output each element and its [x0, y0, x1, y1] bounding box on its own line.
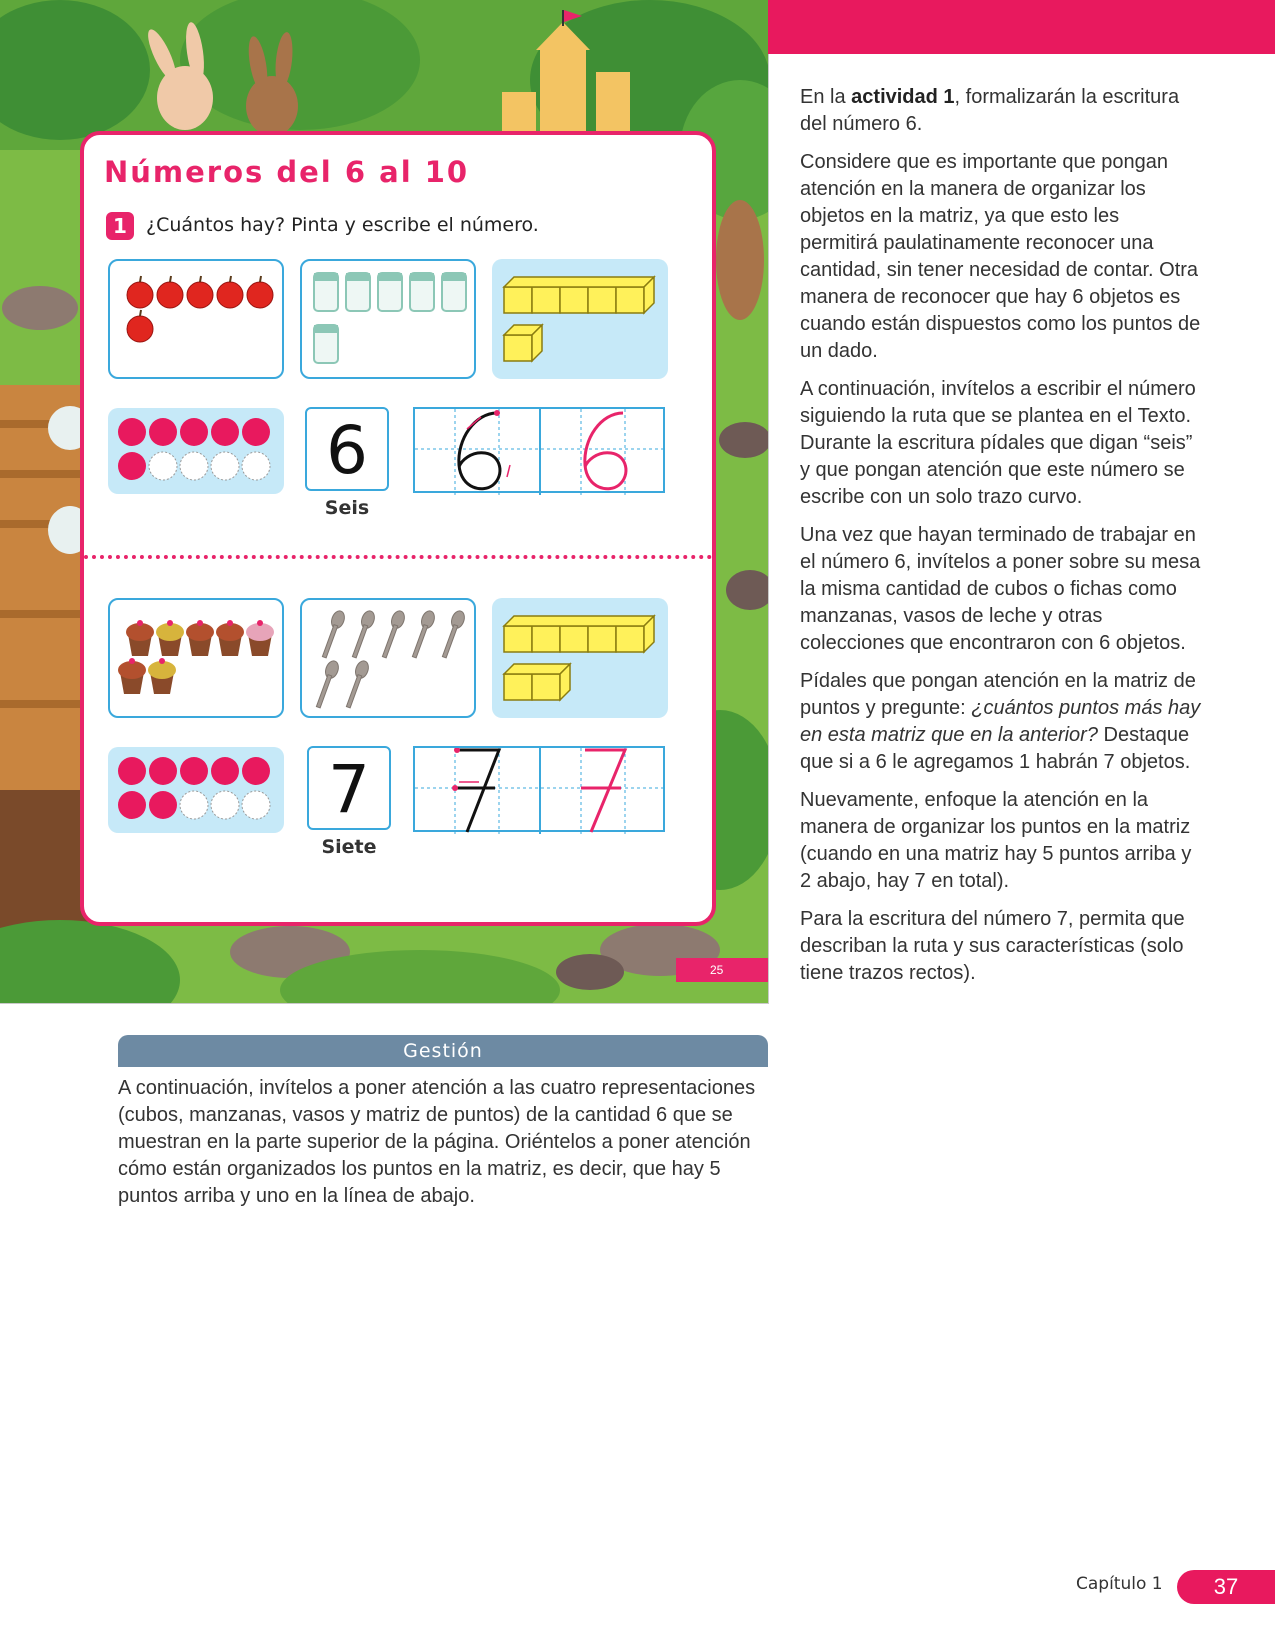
apples-panel[interactable] — [108, 259, 284, 379]
filled-dot[interactable] — [211, 757, 239, 785]
filled-dot[interactable] — [149, 757, 177, 785]
empty-dot[interactable] — [242, 791, 270, 819]
dot-matrix-seven[interactable] — [108, 747, 284, 833]
gestion-heading: Gestión — [118, 1035, 768, 1067]
filled-dot[interactable] — [242, 418, 270, 446]
filled-dot[interactable] — [118, 452, 146, 480]
section-divider — [84, 555, 712, 559]
milk-glasses-collection — [302, 261, 478, 381]
note-text: Pídales que pongan atención en la matriz de puntos y pregunte: — [800, 670, 1196, 719]
filled-dot[interactable] — [211, 418, 239, 446]
empty-dot[interactable] — [211, 791, 239, 819]
filled-dot[interactable] — [180, 757, 208, 785]
spoons-panel[interactable] — [300, 598, 476, 718]
note-bold: actividad 1 — [851, 86, 955, 108]
empty-dot[interactable] — [180, 452, 208, 480]
number-six-box: 6 — [305, 407, 389, 491]
filled-dot[interactable] — [242, 757, 270, 785]
dot-matrix-six-grid — [108, 408, 284, 494]
filled-dot[interactable] — [118, 757, 146, 785]
filled-dot[interactable] — [118, 791, 146, 819]
dot-matrix-six[interactable] — [108, 408, 284, 494]
note-paragraph-5 — [800, 668, 1202, 776]
note-text: , formalizarán la escritura del número 6. — [800, 86, 1180, 135]
apples-collection — [110, 261, 286, 381]
filled-dot[interactable] — [180, 418, 208, 446]
number-six-word: Seis — [324, 497, 370, 519]
student-book-page — [0, 0, 769, 1004]
note-paragraph-7: Para la escritura del número 7, permita que describan la ruta y sus características (solo tiene trazos rectos). — [800, 908, 1185, 984]
note-italic: ¿cuántos puntos más hay en esta matriz que en la anterior? — [800, 697, 1201, 746]
cupcakes-collection — [110, 600, 286, 720]
chapter-label: Capítulo 1 — [1076, 1574, 1163, 1594]
filled-dot[interactable] — [149, 791, 177, 819]
note-paragraph-2: Considere que es importante que pongan atención en la manera de organizar los objetos en la matriz, ya que esto les permitirá paulatinamente reconocer una cantidad, sin tener necesidad de contar. Otra manera de reconocer que hay 6 objetos es cuando están dispuestos como los puntos de un dado. — [800, 151, 1201, 362]
unit-cubes-six — [492, 259, 668, 379]
filled-dot[interactable] — [118, 418, 146, 446]
six-trace-strokes — [415, 409, 667, 495]
note-paragraph-3: A continuación, invítelos a escribir el número siguiendo la ruta que se plantea en el Texto. Durante la escritura pídales que digan “seis” y que pongan atención que este número se escribe con un solo trazo curvo. — [800, 378, 1196, 508]
note-text: En la — [800, 86, 852, 108]
cupcakes-panel[interactable] — [108, 598, 284, 718]
gestion-text: A continuación, invítelos a poner atención a las cuatro representaciones (cubos, manzanas, vasos y matriz de puntos) de la cantidad 6 que se muestran en la parte superior de la página. Oriéntelos a poner atención cómo están organizados los puntos en la matriz, es decir, que hay 5 puntos arriba y uno en la línea de abajo. — [118, 1077, 756, 1207]
cubes-seven-panel[interactable] — [492, 598, 668, 718]
page-number: 37 — [1177, 1570, 1275, 1604]
note-paragraph-6: Nuevamente, enfoque la atención en la manera de organizar los puntos en la matriz (cuando en una matriz hay 5 puntos arriba y 2 abajo, hay 7 en total). — [800, 789, 1192, 892]
activity-number-badge: 1 — [106, 212, 134, 240]
page-title: Números del 6 al 10 — [104, 155, 470, 189]
empty-dot[interactable] — [180, 791, 208, 819]
number-seven-word: Siete — [321, 836, 377, 858]
trace-six-area[interactable] — [413, 407, 665, 493]
note-paragraph-4: Una vez que hayan terminado de trabajar en el número 6, invítelos a poner sobre su mesa la misma cantidad de cubos o fichas como manzanas, vasos de leche y otras colecciones que encontraron con 6 objetos. — [800, 524, 1201, 654]
unit-cubes-seven — [492, 598, 668, 718]
header-accent-bar — [768, 0, 1275, 54]
filled-dot[interactable] — [149, 418, 177, 446]
cubes-six-panel[interactable] — [492, 259, 668, 379]
note-paragraph-1 — [800, 84, 1202, 138]
activity-prompt: ¿Cuántos hay? Pinta y escribe el número. — [146, 214, 539, 236]
dot-matrix-seven-grid — [108, 747, 284, 833]
activity-card — [80, 131, 716, 926]
empty-dot[interactable] — [242, 452, 270, 480]
empty-dot[interactable] — [149, 452, 177, 480]
note-text: Destaque que si a 6 le agregamos 1 habrán 7 objetos. — [800, 724, 1191, 773]
spoons-collection — [302, 600, 478, 720]
empty-dot[interactable] — [211, 452, 239, 480]
student-page-number: 25 — [676, 958, 768, 982]
milk-glasses-panel[interactable] — [300, 259, 476, 379]
number-seven-box: 7 — [307, 746, 391, 830]
trace-seven-area[interactable] — [413, 746, 665, 832]
teacher-notes — [800, 84, 1202, 998]
seven-trace-strokes — [415, 748, 667, 834]
